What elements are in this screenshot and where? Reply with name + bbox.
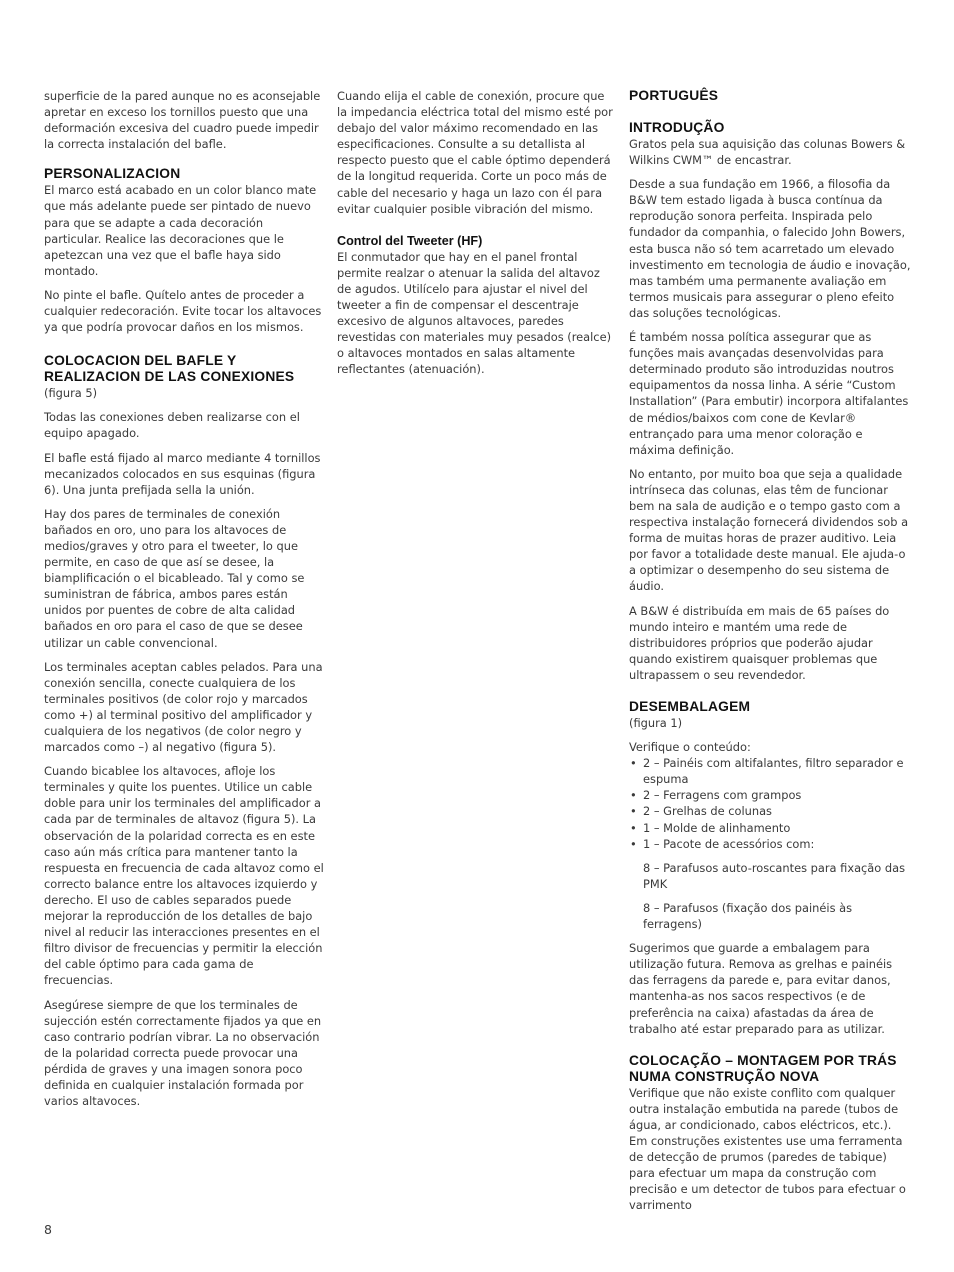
paragraph: É também nossa política assegurar que as funções mais avançadas desenvolvidas para determinado produto são introduzidas noutros equipamentos da nossa linha. A série “Custom Installation” (Para embutir) incorpora altifalantes de médios/baixos com cone de Kevlar® entrançado para uma menor coloração e máxima definição. [629, 330, 909, 457]
paragraph: El conmutador que hay en el panel frontal permite realzar o atenuar la salida del altavoz de agudos. Utilícelo para ajustar el nivel del tweeter a fin de compensar el descentraje excesivo de algunos altavoces, paredes revestidas con materiales muy pesados (realce) o altavoces montados en salas altamente reflectantes (atenuación). [337, 249, 612, 377]
bullet-icon: • [630, 788, 637, 803]
paragraph: A B&W é distribuída em mais de 65 países do mundo inteiro e mantém uma rede de distribuidores próprios que poderão ajudar quando existirem quaisquer problemas que ultrapassem o seu revendedor. [629, 603, 890, 682]
bullet-icon: • [630, 820, 637, 835]
paragraph: Verifique que não existe conflito com qualquer outra instalação embutida na parede (tubos de água, ar condicionado, cabos eléctricos, etc.). Em construções existentes use uma ferramenta de detecção de prumos (paredes de tabique) para efectuar um mapa da construção com precisão e um detector de tubos para efectuar o varrimento [629, 1085, 906, 1213]
list-item: • 2 – Ferragens com grampos [630, 788, 802, 803]
paragraph: Sugerimos que guarde a embalagem para utilização futura. Remova as grelhas e painéis das ferragens da parede e, para evitar danos, mantenha-as nos sacos respectivos (e de preferência na caixa) afastadas da área de trabalho até estar preparado para as utilizar. [629, 941, 893, 1036]
paragraph: Hay dos pares de terminales de conexión bañados en oro, uno para los altavoces de medios/graves y otro para el tweeter, lo que permite, en caso de que así se desee, la biamplificación o el bicableado. Tal y como se suministran de fábrica, ambos pares están unidos por puentes de cobre de alta calidad bañados en oro para el caso de que se desee utilizar un cable convencional. [44, 506, 305, 650]
figure-reference: (figura 5) [44, 386, 98, 401]
column-portuguese [629, 88, 911, 1221]
column-spanish-2 [337, 88, 617, 386]
figure-reference: (figura 1) [629, 716, 683, 730]
paragraph: superficie de la pared aunque no es aconsejable apretar en exceso los tornillos puesto que una deformación excesiva del cuadro puede impedir la correcta instalación del bafle. [44, 89, 321, 152]
paragraph: El marco está acabado en un color blanco mate que más adelante puede ser pintado de nuevo para que se adapte a cada decoración particular. Realice las decoraciones que le apetezcan una vez que el bafle haya sido montado. [44, 183, 317, 278]
paragraph: Todas las conexiones deben realizarse con el equipo apagado. [44, 410, 300, 441]
heading-desembalagem: DESEMBALAGEM [629, 699, 751, 714]
list-item: • 2 – Grelhas de colunas [630, 804, 772, 819]
heading-personalizacion: PERSONALIZACION [44, 166, 181, 182]
paragraph: Cuando elija el cable de conexión, procure que la impedancia eléctrica total del mismo esté por debajo del valor máximo recomendado en las especificaciones. Consulte a su detallista al respecto puesto que el cable óptimo dependerá de la longitud requerida. Corte un poco más de cable del necesario y haga un lazo con él para evitar cualquier posible vibración del mismo. [337, 89, 613, 216]
list-item: • 1 – Pacote de acessórios com: [630, 836, 815, 851]
list-item: • 2 – Painéis com altifalantes, filtro separador e espuma [630, 756, 904, 787]
heading-control-tweeter: Control del Tweeter (HF) [337, 233, 483, 248]
contents-intro: Verifique o conteúdo: [629, 740, 751, 755]
list-item: • 1 – Molde de alinhamento [630, 820, 791, 835]
paragraph: Cuando bicablee los altavoces, afloje los terminales y quite los puentes. Utilice un cable doble para unir los terminales del amplificador a cada par de terminales de altavoz (figura 5). La observación de la polaridad correcta es en este caso aún más crítica para mantener tanto la respuesta en frecuencia de cada altavoz como el correcto balance entre los altavoces izquierdo y derecho. El uso de cables separados puede mejorar la reproducción de los detalles de bajo nivel al reducir las interacciones presentes en el filtro divisor de frecuencias y permitir la elección del cable óptimo para cada gama de frecuencias. [44, 764, 324, 988]
heading-portugues: PORTUGUÊS [629, 88, 719, 103]
paragraph: Asegúrese siempre de que los terminales de sujección estén correctamente fijados ya que en caso contrario podrían vibrar. La no observación de la polaridad correcta puede provocar una pérdida de graves y una imagen sonora poco definida en cualquier instalación formada por varios altavoces. [44, 997, 322, 1109]
paragraph: Gratos pela sua aquisição das colunas Bowers & Wilkins CWM™ de encastrar. [629, 137, 906, 168]
bullet-icon: • [630, 836, 637, 851]
heading-colocacion-bafle: COLOCACION DEL BAFLE Y REALIZACION DE LAS CONEXIONES [44, 353, 295, 385]
sub-item: 8 – Parafusos (fixação dos painéis às ferragens) [643, 900, 853, 932]
paragraph: No pinte el bafle. Quítelo antes de proceder a cualquier redecoración. Evite tocar los altavoces ya que podría provocar daños en los mismos. [44, 287, 322, 335]
heading-colocacao: COLOCAÇÃO – MONTAGEM POR TRÁS NUMA CONSTRUÇÃO NOVA [629, 1052, 897, 1084]
heading-introducao: INTRODUÇÃO [629, 120, 725, 135]
paragraph: El bafle está fijado al marco mediante 4 tornillos mecanizados colocados en sus esquinas (figura 6). Una junta prefijada sella la unión. [44, 450, 321, 497]
column-spanish-1 [44, 88, 324, 1117]
bullet-icon: • [630, 756, 637, 771]
paragraph: No entanto, por muito boa que seja a qualidade intrínseca das colunas, elas têm de funcionar bem na sala de audição e o tempo gasto com a respectiva instalação fornecerá dividendos sob a forma de muitas horas de prazer auditivo. Leia por favor a totalidade deste manual. Ele ajuda-o a optimizar o desempenho do seu sistema de áudio. [629, 466, 909, 594]
paragraph: Los terminales aceptan cables pelados. Para una conexión sencilla, conecte cualquiera de los terminales positivos (de color rojo y marcados como +) al terminal positivo del amplificador y cualquiera de los negativos (de color negro y marcados como –) al negativo (figura 5). [44, 659, 323, 755]
paragraph: Desde a sua fundação em 1966, a filosofia da B&W tem estado ligada à busca contínua da reprodução sonora perfeita. Inspirada pelo fundador da companhia, o falecido John Bowers, esta busca não só tem acarretado um elevado investimento em tecnologia de áudio e inovação, mas também uma permanente avaliação em termos musicais para assegurar o pleno efeito das soluções tecnológicas. [629, 177, 911, 320]
sub-item: 8 – Parafusos auto-roscantes para fixação das PMK [643, 860, 906, 891]
contents-list [629, 755, 911, 852]
bullet-icon: • [630, 804, 637, 819]
page-number: 8 [44, 1222, 52, 1237]
